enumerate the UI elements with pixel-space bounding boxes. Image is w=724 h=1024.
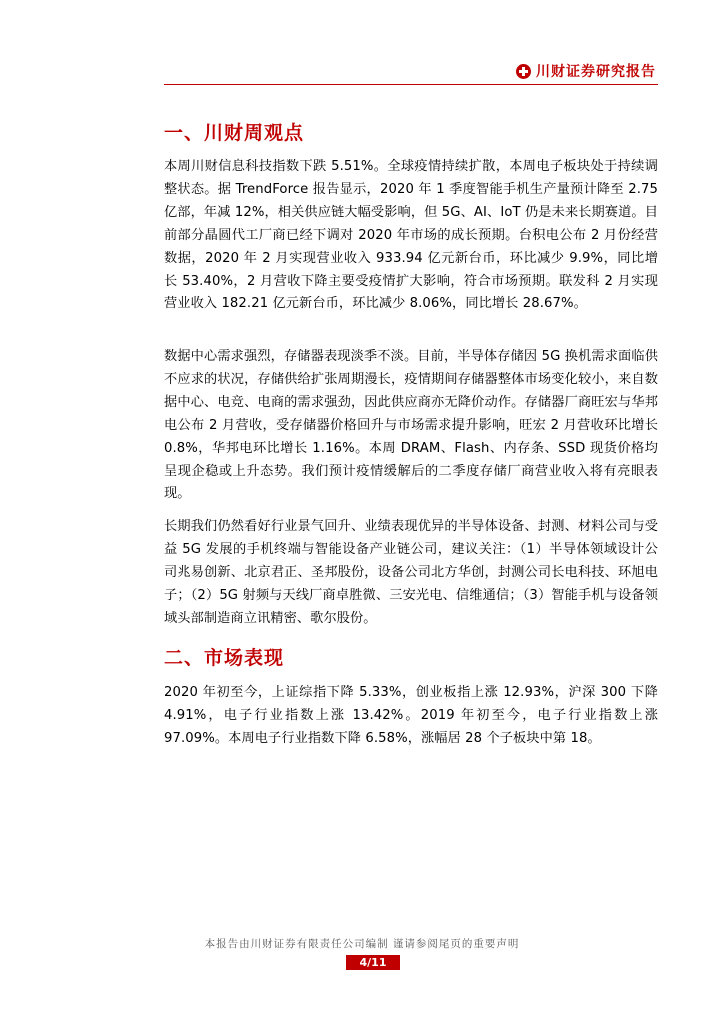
- chuancai-logo-icon: [516, 64, 531, 79]
- paragraph-weekly-view-3: 长期我们仍然看好行业景气回升、业绩表现优异的半导体设备、封测、材料公司与受益 5G 发展的手机终端与智能设备产业链公司，建议关注：（1）半导体领域设计公司兆易创新、北京君正、圣邦股份，设备公司北方华创，封测公司长电科技、环旭电子；（2）5G 射频与天线厂商卓胜微、三安光电、信维通信；（3）智能手机与设备领域头部制造商立讯精密、歌尔股份。: [164, 519, 658, 626]
- footer-disclaimer: 本报告由川财证券有限责任公司编制 谨请参阅尾页的重要声明: [204, 938, 520, 950]
- section-heading-market-performance: 二、市场表现: [164, 647, 285, 669]
- paragraph-weekly-view-1: 本周川财信息科技指数下跌 5.51%。全球疫情持续扩散，本周电子板块处于持续调整状态。据 TrendForce 报告显示，2020 年 1 季度智能手机生产量预计降至 2.75 亿部，年减 12%，相关供应链大幅受影响，但 5G、AI、IoT 仍是未来长期赛道。目前部分晶圆代工厂商已经下调对 2020 年市场的成长预期。台积电公布 2 月份经营数据，2020 年 2 月实现营业收入 933.94 亿元新台币，环比减少 9.9%，同比增长 53.40%，2 月营收下降主要受疫情扩大影响，符合市场预期。联发科 2 月实现营业收入 182.21 亿元新台币，环比减少 8.06%，同比增长 28.67%。: [164, 159, 658, 312]
- paragraph-market-performance: 2020 年初至今，上证综指下降 5.33%，创业板指上涨 12.93%，沪深 300 下降 4.91%，电子行业指数上涨 13.42%。2019 年初至今，电子行业指数上涨 97.09%。本周电子行业指数下降 6.58%，涨幅居 28 个子板块中第 18。: [164, 685, 658, 746]
- page-number-badge: 4/11: [346, 955, 400, 970]
- brand-title: 川财证券研究报告: [536, 64, 656, 80]
- report-brand: [516, 62, 656, 80]
- section-heading-weekly-view: 一、川财周观点: [164, 122, 305, 144]
- header-divider: [164, 84, 658, 85]
- paragraph-weekly-view-2: 数据中心需求强烈，存储器表现淡季不淡。目前，半导体存储因 5G 换机需求面临供不应求的状况，存储供给扩张周期漫长，疫情期间存储器整体市场变化较小，来自数据中心、电竞、电商的需求强劲，因此供应商亦无降价动作。存储器厂商旺宏与华邦电公布 2 月营收，受存储器价格回升与市场需求提升影响，旺宏 2 月营收环比增长 0.8%，华邦电环比增长 1.16%。本周 DRAM、Flash、内存条、SSD 现货价格均呈现企稳或上升态势。我们预计疫情缓解后的二季度存储厂商营业收入将有亮眼表现。: [164, 349, 658, 502]
